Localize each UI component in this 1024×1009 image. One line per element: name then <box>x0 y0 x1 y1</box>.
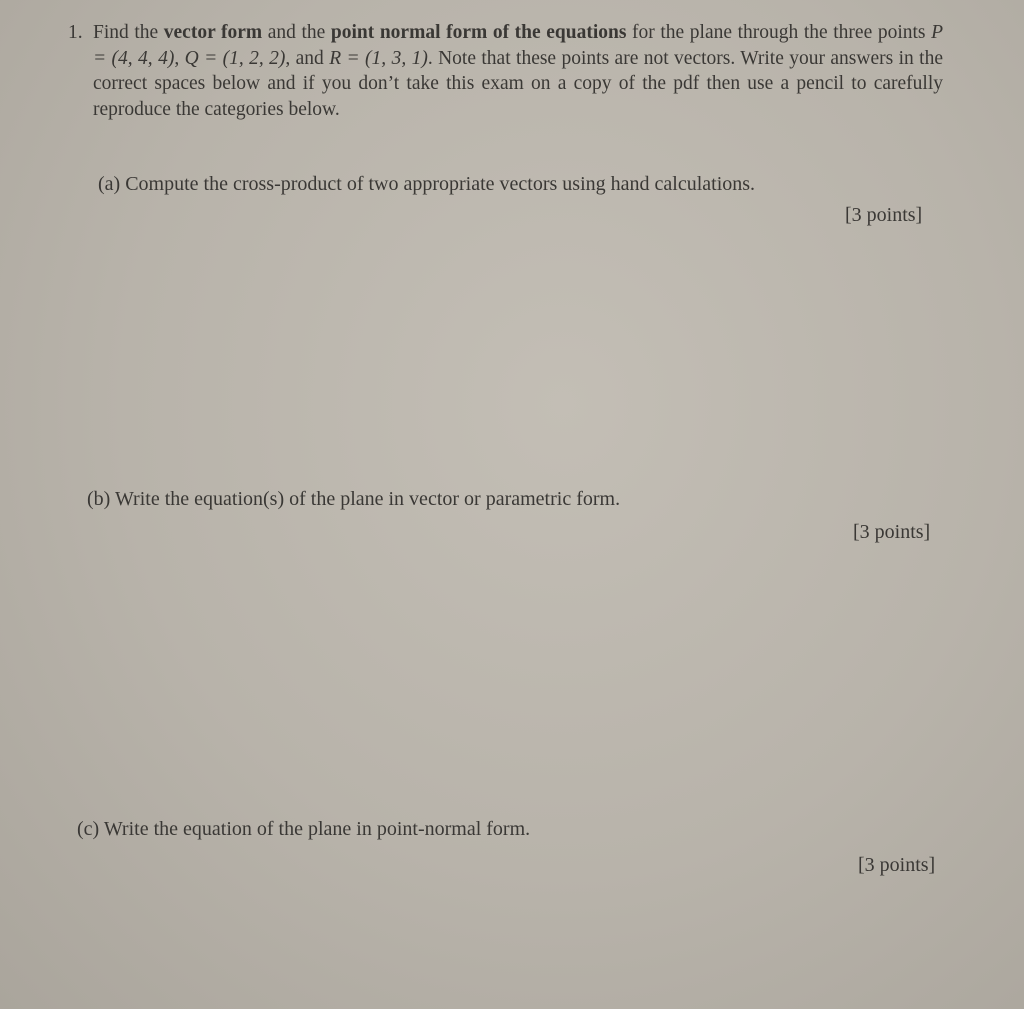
question-bold-vector-form: vector form <box>163 22 263 43</box>
part-b-text: Write the equation(s) of the plane in vector or parametric form. <box>114 488 621 510</box>
question-text-segment: for the plane through the three points <box>626 22 932 43</box>
part-c-answer-space[interactable] <box>77 890 957 1000</box>
question-text-segment: , and <box>285 47 330 69</box>
part-c-label: (c) <box>77 818 100 840</box>
question-bold-point-normal: point normal form of the equations <box>330 22 627 43</box>
point-q: Q = (1, 2, 2) <box>184 47 286 69</box>
question-text <box>93 20 943 122</box>
question-text-segment: and the <box>262 22 331 43</box>
question-text-segment: . Note that these points are not vectors. Write your answers in the correct spaces below and if you don’t take this exam on a copy of the pdf then use a pencil to carefully reproduce the categories below. <box>93 47 943 120</box>
part-a-points: [3 points] <box>845 204 923 226</box>
part-b-label: (b) <box>87 488 111 510</box>
question-1 <box>68 20 943 122</box>
part-a-prompt <box>98 173 755 196</box>
part-c-text: Write the equation of the plane in point-normal form. <box>103 818 531 840</box>
part-b-points: [3 points] <box>853 521 931 543</box>
part-c-prompt <box>77 818 530 841</box>
question-number: 1. <box>68 22 83 43</box>
part-a-answer-space[interactable] <box>98 240 938 480</box>
part-c-points: [3 points] <box>858 854 936 876</box>
part-b-prompt <box>87 488 620 511</box>
part-a-label: (a) <box>98 173 121 195</box>
question-text-segment: , <box>174 47 185 69</box>
question-text-segment: Find the <box>93 22 164 43</box>
part-b-answer-space[interactable] <box>87 560 947 800</box>
part-a-text: Compute the cross-product of two appropriate vectors using hand calculations. <box>125 173 756 195</box>
point-p: P = (4, 4, 4) <box>93 22 944 69</box>
point-r: R = (1, 3, 1) <box>329 47 428 69</box>
